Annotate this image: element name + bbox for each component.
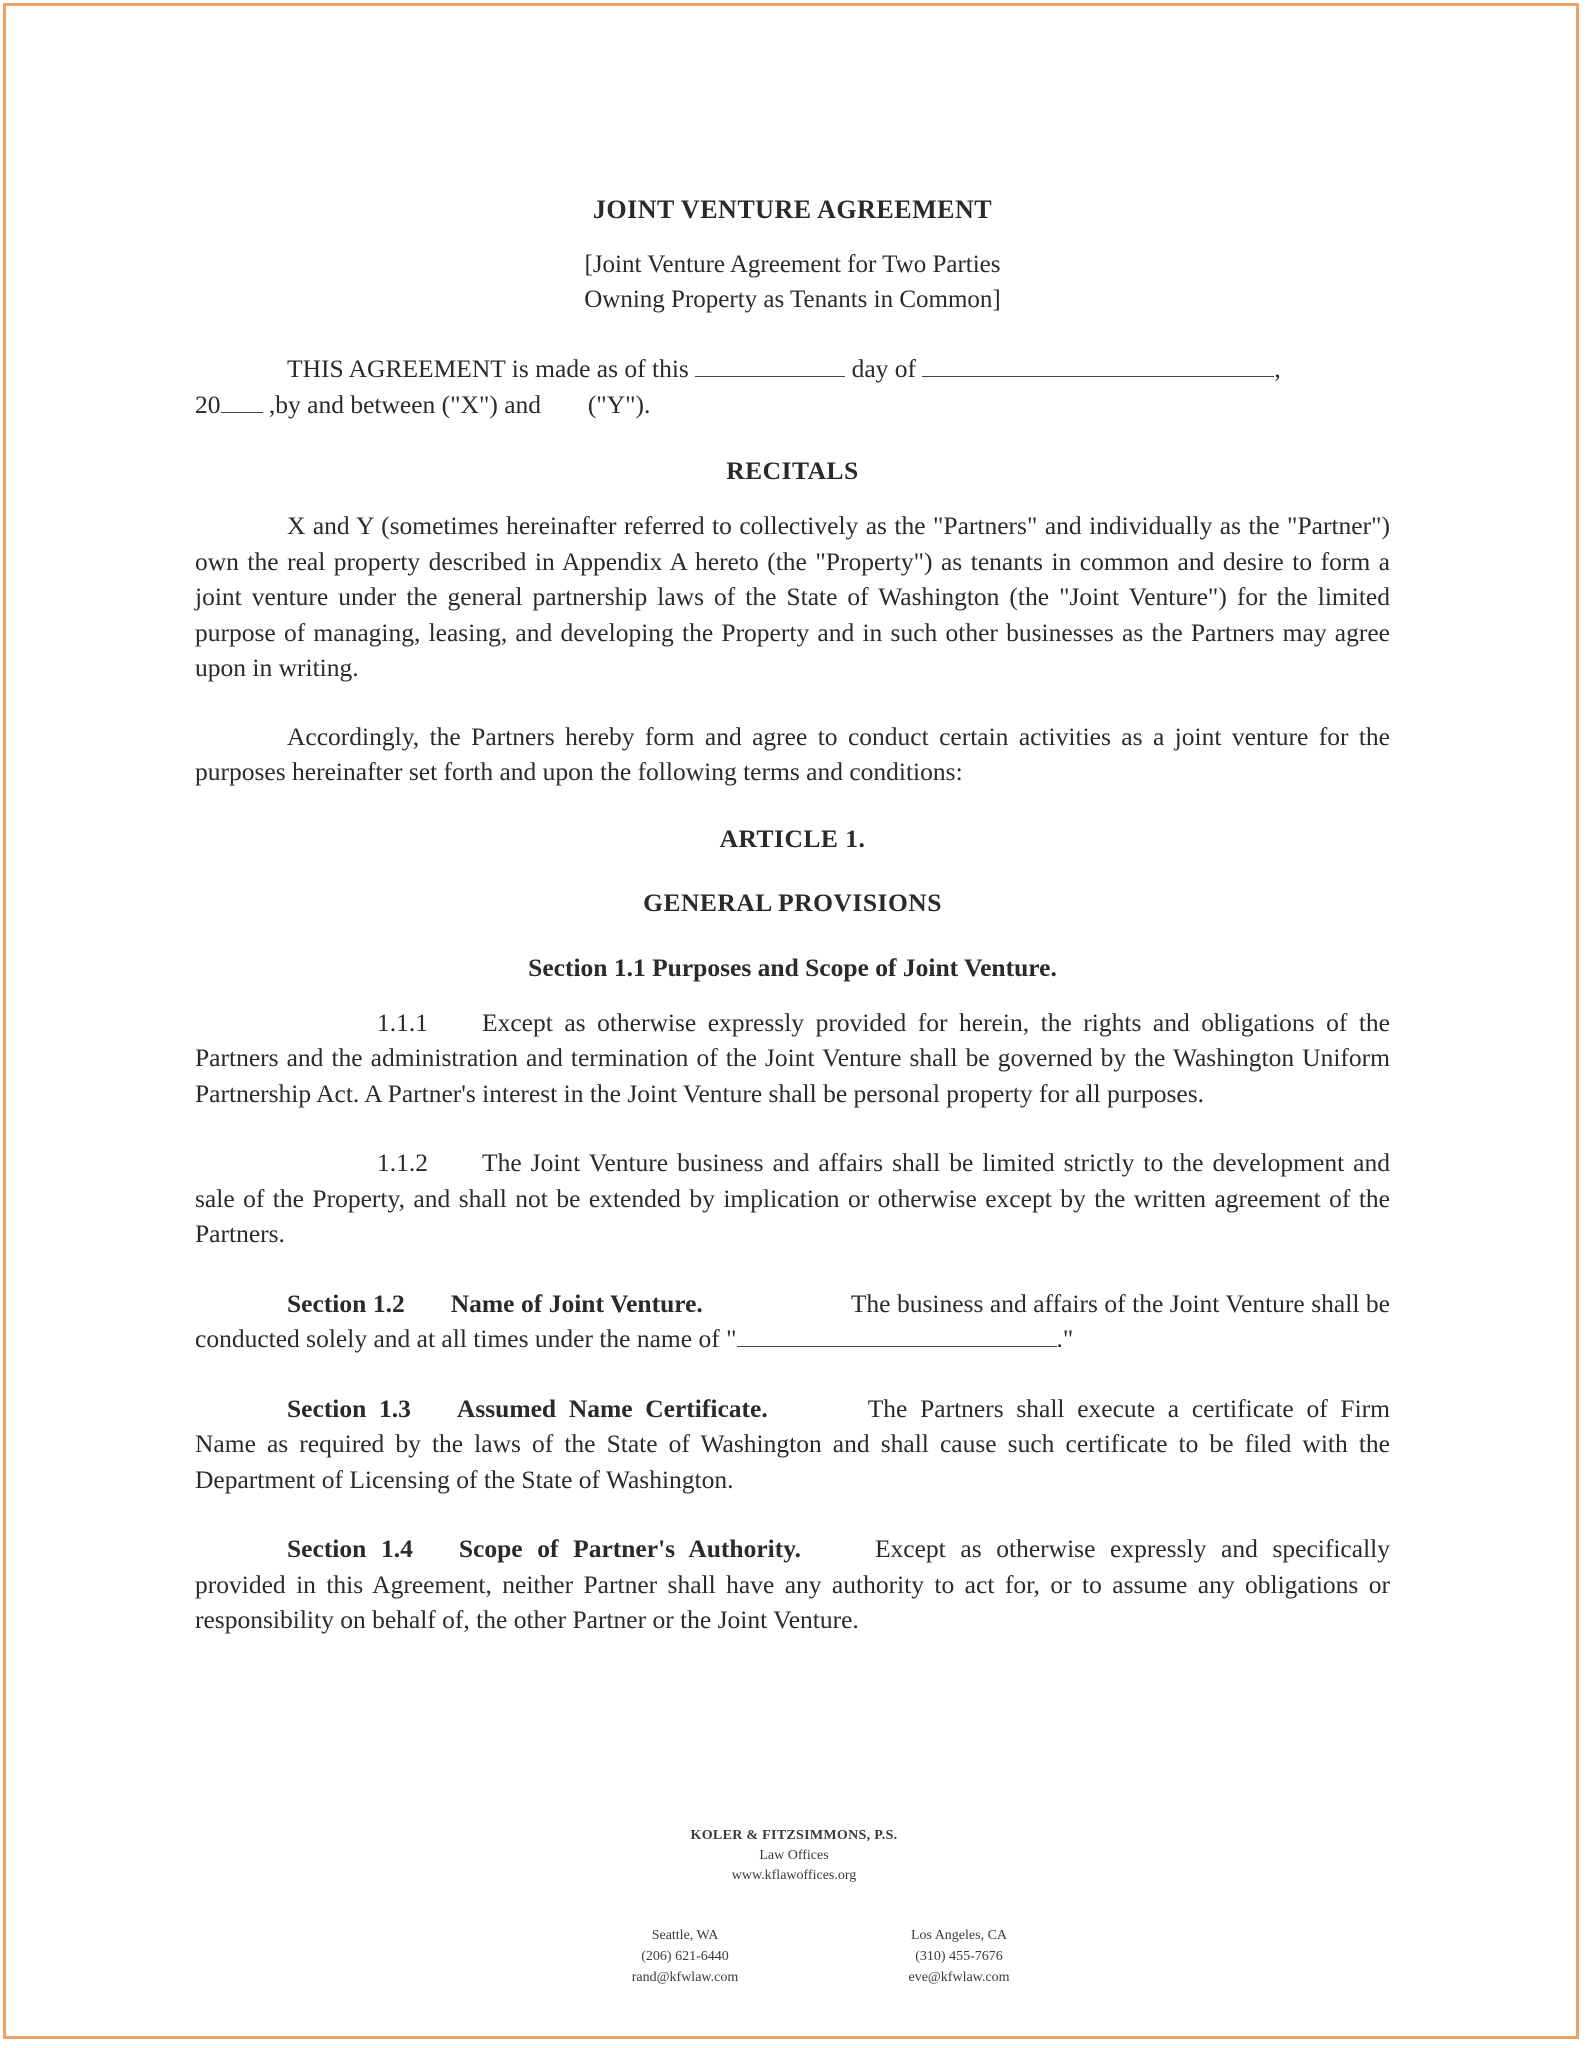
section-1-4-label: Section 1.4 — [287, 1534, 413, 1563]
letterhead-footer — [0, 1826, 1588, 1886]
section-1-4 — [195, 1531, 1390, 1638]
intro-text-4: ,by and between ("X") and — [268, 389, 542, 419]
office-phone: (310) 455-7676 — [915, 1949, 1003, 1964]
paragraph-1-1-1 — [195, 1005, 1390, 1112]
document-subtitle — [195, 247, 1390, 317]
article-title: GENERAL PROVISIONS — [643, 887, 942, 917]
document-page — [195, 180, 1390, 1638]
article-heading: ARTICLE 1. — [719, 823, 866, 853]
office-city: Seattle, WA — [651, 1928, 719, 1943]
firm-website[interactable]: www.kflawoffices.org — [731, 1868, 857, 1883]
paragraph-1-1-1-number: 1.1.1 — [377, 1007, 428, 1037]
intro-paragraph — [195, 351, 1390, 422]
paragraph-1-1-2-number: 1.1.2 — [377, 1148, 428, 1177]
date-blank — [695, 352, 845, 377]
office-email[interactable]: rand@kfwlaw.com — [631, 1970, 739, 1985]
section-1-2-text: The business and affairs of the Joint Venture shall be conducted solely and at all times under the name of " — [195, 1288, 1390, 1353]
section-1-2-label: Section 1.2 — [287, 1288, 405, 1318]
section-1-2 — [195, 1286, 1390, 1357]
section-1-3-name: Assumed Name Certificate. — [456, 1393, 768, 1423]
office-phone: (206) 621-6440 — [641, 1949, 729, 1964]
recitals-heading: RECITALS — [726, 456, 859, 485]
section-1-1-heading: Section 1.1 Purposes and Scope of Joint Venture. — [528, 952, 1057, 982]
section-1-2-name: Name of Joint Venture. — [450, 1288, 703, 1318]
intro-text-5: ("Y"). — [587, 389, 651, 419]
office-email[interactable]: eve@kfwlaw.com — [908, 1970, 1010, 1985]
section-1-2-end: ." — [1056, 1324, 1074, 1353]
office-seattle — [575, 1925, 795, 1988]
recitals-paragraph-2: Accordingly, the Partners hereby form and agree to conduct certain activities as a joint venture for the purposes hereinafter set forth and upon the following terms and conditions: — [195, 721, 1390, 786]
section-1-3 — [195, 1391, 1390, 1498]
subtitle-line-1: [Joint Venture Agreement for Two Parties — [584, 251, 1001, 278]
intro-text-2: day of — [851, 354, 917, 383]
firm-name: KOLER & FITZSIMMONS, P.S. — [690, 1828, 898, 1843]
paragraph-1-1-2-text: The Joint Venture business and affairs shall be limited strictly to the development and sale of the Property, and shall not be extended by implication or otherwise except by the written agreement of the Partners. — [195, 1148, 1390, 1248]
section-1-3-text: The Partners shall execute a certificate of Firm Name as required by the laws of the State of Washington and shall cause such certificate to be filed with the Department of Licensing of the State of Washington. — [195, 1393, 1390, 1494]
document-title: JOINT VENTURE AGREEMENT — [592, 195, 993, 224]
firm-subtitle: Law Offices — [759, 1848, 829, 1863]
month-blank — [922, 352, 1274, 377]
paragraph-1-1-2 — [195, 1145, 1390, 1252]
section-1-4-text: Except as otherwise expressly and specifically provided in this Agreement, neither Partner shall have any authority to act for, or to assume any obligations or responsibility on behalf of, the other Partner or the Joint Venture. — [195, 1534, 1390, 1634]
office-city: Los Angeles, CA — [910, 1928, 1008, 1943]
recitals-paragraph-1: X and Y (sometimes hereinafter referred to collectively as the "Partners" and individually as the "Partner") own the real property described in Appendix A hereto (the "Property") as tenants in common and desire to form a joint venture under the general partnership laws of the State of Washington (the "Joint Venture") for the limited purpose of managing, leasing, and developing the Property and in such other businesses as the Partners may agree upon in writing. — [195, 511, 1390, 682]
office-los-angeles — [849, 1925, 1069, 1988]
subtitle-line-2: Owning Property as Tenants in Common] — [584, 286, 1001, 313]
paragraph-1-1-1-text: Except as otherwise expressly provided for herein, the rights and obligations of the Partners and the administration and termination of the Joint Venture shall be governed by the Washington Uniform Partnership Act. A Partner's interest in the Joint Venture shall be personal property for all purposes. — [195, 1007, 1390, 1108]
section-1-3-label: Section 1.3 — [287, 1393, 411, 1423]
venture-name-blank — [737, 1322, 1057, 1347]
year-prefix: 20 — [195, 389, 221, 419]
year-blank — [221, 388, 263, 413]
intro-text-3: , — [1274, 354, 1281, 383]
section-1-4-name: Scope of Partner's Authority. — [458, 1534, 801, 1563]
intro-text-1: THIS AGREEMENT is made as of this — [287, 354, 689, 383]
